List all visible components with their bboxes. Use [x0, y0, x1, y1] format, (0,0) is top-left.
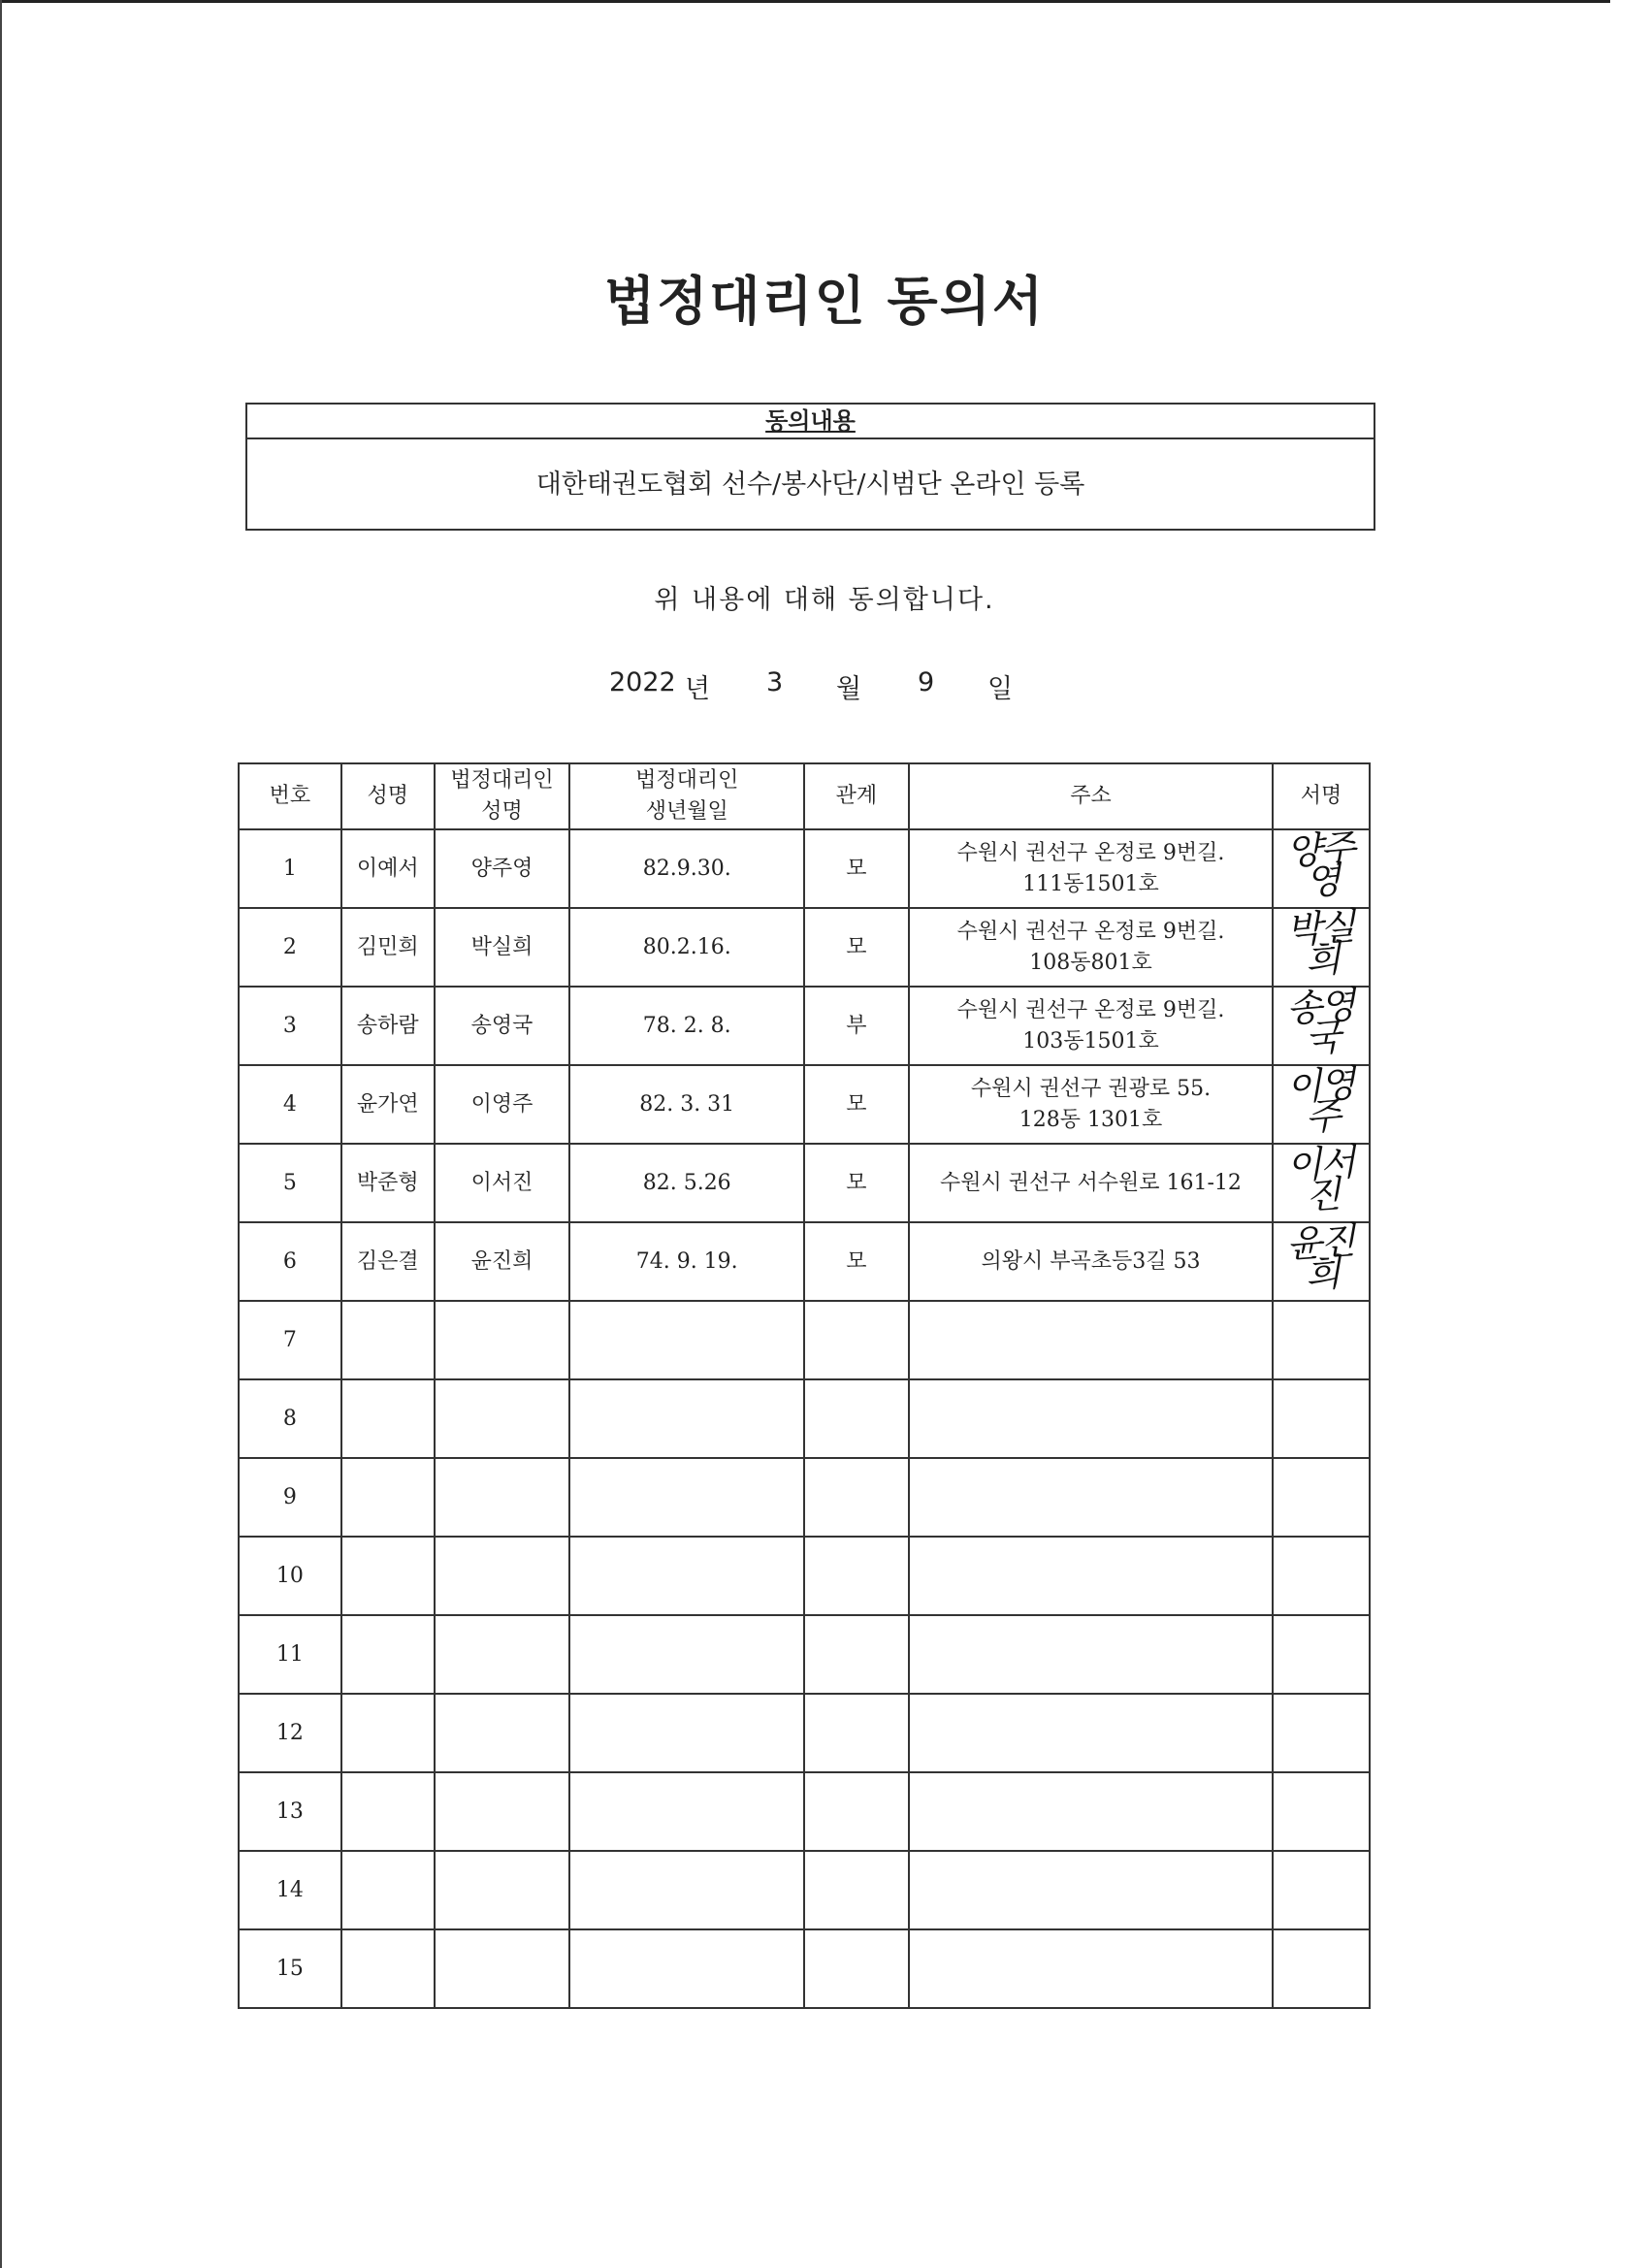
- row-address: [909, 1851, 1273, 1929]
- row-address: 수원시 권선구 온정로 9번길. 103동1501호: [909, 987, 1273, 1065]
- row-signature: [1273, 1458, 1370, 1537]
- header-signature: 서명: [1273, 763, 1370, 829]
- row-guardian-birth: [569, 1929, 804, 2008]
- row-signature: [1273, 1140, 1370, 1222]
- row-address: [909, 1537, 1273, 1615]
- row-address: [909, 1458, 1273, 1537]
- row-number: 9: [239, 1458, 341, 1537]
- table-row: [239, 987, 1370, 1065]
- row-signature: [1273, 826, 1370, 908]
- handwritten-signature: 이서진: [1284, 1140, 1356, 1218]
- row-number: 6: [239, 1222, 341, 1301]
- date-month: 3: [766, 667, 784, 697]
- table-row: [239, 1694, 1370, 1772]
- row-name: 윤가연: [341, 1065, 435, 1144]
- header-guardian-birth: 법정대리인 생년월일: [569, 763, 804, 829]
- row-guardian-name: 윤진희: [435, 1222, 570, 1301]
- row-name: 김은결: [341, 1222, 435, 1301]
- row-name: [341, 1851, 435, 1929]
- row-guardian-name: [435, 1379, 570, 1458]
- row-number: 5: [239, 1144, 341, 1222]
- handwritten-signature: 송영국: [1284, 983, 1356, 1061]
- row-address: [909, 1301, 1273, 1379]
- handwritten-signature: 양주영: [1284, 826, 1356, 904]
- table-row: [239, 829, 1370, 908]
- row-relation: 모: [804, 908, 909, 987]
- table-row: [239, 1301, 1370, 1379]
- row-guardian-birth: [569, 1694, 804, 1772]
- document-title: 법정대리인 동의서: [603, 271, 1046, 332]
- row-guardian-birth: 82.9.30.: [569, 829, 804, 908]
- row-name: [341, 1537, 435, 1615]
- row-guardian-name: [435, 1615, 570, 1694]
- row-relation: [804, 1301, 909, 1379]
- row-relation: 모: [804, 1144, 909, 1222]
- table-row: [239, 1851, 1370, 1929]
- row-guardian-name: 이영주: [435, 1065, 570, 1144]
- row-name: [341, 1615, 435, 1694]
- row-relation: [804, 1537, 909, 1615]
- row-address: 수원시 권선구 온정로 9번길. 108동801호: [909, 908, 1273, 987]
- row-guardian-birth: [569, 1301, 804, 1379]
- table-row: [239, 908, 1370, 987]
- row-address: [909, 1772, 1273, 1851]
- row-signature: [1273, 1061, 1370, 1144]
- row-signature: [1273, 1772, 1370, 1851]
- row-relation: [804, 1929, 909, 2008]
- row-number: 14: [239, 1851, 341, 1929]
- row-guardian-name: [435, 1537, 570, 1615]
- row-name: 송하람: [341, 987, 435, 1065]
- row-guardian-name: 박실희: [435, 908, 570, 987]
- row-guardian-birth: [569, 1379, 804, 1458]
- table-row: [239, 1929, 1370, 2008]
- table-row: [239, 1144, 1370, 1222]
- scan-edge-left: [0, 0, 2, 2268]
- row-signature: [1273, 1537, 1370, 1615]
- handwritten-signature: 윤진희: [1284, 1218, 1356, 1297]
- row-number: 10: [239, 1537, 341, 1615]
- date-day-unit: 일: [987, 674, 1014, 704]
- row-relation: [804, 1379, 909, 1458]
- date-year-unit: 년: [685, 674, 711, 704]
- row-guardian-name: [435, 1772, 570, 1851]
- header-number: 번호: [239, 763, 341, 829]
- row-number: 7: [239, 1301, 341, 1379]
- row-name: 이예서: [341, 829, 435, 908]
- header-address: 주소: [909, 763, 1273, 829]
- handwritten-signature: 이영주: [1284, 1061, 1356, 1140]
- row-address: 의왕시 부곡초등3길 53: [909, 1222, 1273, 1301]
- table-row: [239, 1065, 1370, 1144]
- row-relation: 모: [804, 1222, 909, 1301]
- row-address: 수원시 권선구 서수원로 161-12: [909, 1144, 1273, 1222]
- table-row: [239, 1537, 1370, 1615]
- row-guardian-birth: 80.2.16.: [569, 908, 804, 987]
- row-relation: 모: [804, 1065, 909, 1144]
- row-address: [909, 1379, 1273, 1458]
- consent-header: 동의내용: [247, 405, 1374, 439]
- row-number: 11: [239, 1615, 341, 1694]
- header-name: 성명: [341, 763, 435, 829]
- row-number: 3: [239, 987, 341, 1065]
- row-relation: [804, 1772, 909, 1851]
- row-number: 2: [239, 908, 341, 987]
- row-number: 13: [239, 1772, 341, 1851]
- row-signature: [1273, 1851, 1370, 1929]
- row-guardian-birth: [569, 1615, 804, 1694]
- row-relation: 부: [804, 987, 909, 1065]
- agree-statement: 위 내용에 대해 동의합니다.: [654, 585, 995, 615]
- row-guardian-name: [435, 1458, 570, 1537]
- row-guardian-birth: 82. 3. 31: [569, 1065, 804, 1144]
- row-name: 김민희: [341, 908, 435, 987]
- table-header-row: [239, 763, 1370, 829]
- scan-edge-top: [0, 0, 1610, 3]
- date-day: 9: [918, 667, 935, 697]
- row-signature: [1273, 983, 1370, 1065]
- row-signature: [1273, 904, 1370, 987]
- row-number: 8: [239, 1379, 341, 1458]
- row-name: 박준형: [341, 1144, 435, 1222]
- row-number: 15: [239, 1929, 341, 2008]
- row-guardian-birth: 82. 5.26: [569, 1144, 804, 1222]
- consent-box: [245, 403, 1375, 531]
- row-guardian-name: [435, 1851, 570, 1929]
- handwritten-signature: 박실희: [1284, 904, 1356, 983]
- row-guardian-birth: [569, 1458, 804, 1537]
- table-row: [239, 1379, 1370, 1458]
- row-signature: [1273, 1379, 1370, 1458]
- row-relation: [804, 1458, 909, 1537]
- row-address: [909, 1615, 1273, 1694]
- table-row: [239, 1222, 1370, 1301]
- row-guardian-name: [435, 1694, 570, 1772]
- row-signature: [1273, 1615, 1370, 1694]
- row-name: [341, 1458, 435, 1537]
- row-name: [341, 1379, 435, 1458]
- row-relation: [804, 1694, 909, 1772]
- table-row: [239, 1772, 1370, 1851]
- consent-content: 대한태권도협회 선수/봉사단/시범단 온라인 등록: [535, 470, 1085, 500]
- row-signature: [1273, 1218, 1370, 1301]
- row-relation: [804, 1615, 909, 1694]
- row-address: [909, 1929, 1273, 2008]
- guardian-table: [238, 762, 1371, 2009]
- row-name: [341, 1929, 435, 2008]
- date-year: 2022: [609, 667, 676, 697]
- row-name: [341, 1772, 435, 1851]
- row-guardian-name: [435, 1929, 570, 2008]
- row-relation: 모: [804, 829, 909, 908]
- row-guardian-birth: [569, 1537, 804, 1615]
- row-address: 수원시 권선구 온정로 9번길. 111동1501호: [909, 829, 1273, 908]
- table-row: [239, 1615, 1370, 1694]
- row-address: 수원시 권선구 권광로 55. 128동 1301호: [909, 1065, 1273, 1144]
- row-guardian-name: 양주영: [435, 829, 570, 908]
- row-relation: [804, 1851, 909, 1929]
- row-number: 12: [239, 1694, 341, 1772]
- row-guardian-birth: 78. 2. 8.: [569, 987, 804, 1065]
- row-number: 4: [239, 1065, 341, 1144]
- table-row: [239, 1458, 1370, 1537]
- row-name: [341, 1301, 435, 1379]
- row-guardian-name: 이서진: [435, 1144, 570, 1222]
- row-signature: [1273, 1929, 1370, 2008]
- header-guardian-name: 법정대리인 성명: [435, 763, 570, 829]
- row-number: 1: [239, 829, 341, 908]
- row-guardian-name: 송영국: [435, 987, 570, 1065]
- header-relation: 관계: [804, 763, 909, 829]
- row-guardian-birth: 74. 9. 19.: [569, 1222, 804, 1301]
- row-signature: [1273, 1301, 1370, 1379]
- row-signature: [1273, 1694, 1370, 1772]
- row-guardian-name: [435, 1301, 570, 1379]
- row-address: [909, 1694, 1273, 1772]
- row-name: [341, 1694, 435, 1772]
- row-guardian-birth: [569, 1851, 804, 1929]
- date-month-unit: 월: [836, 674, 862, 704]
- row-guardian-birth: [569, 1772, 804, 1851]
